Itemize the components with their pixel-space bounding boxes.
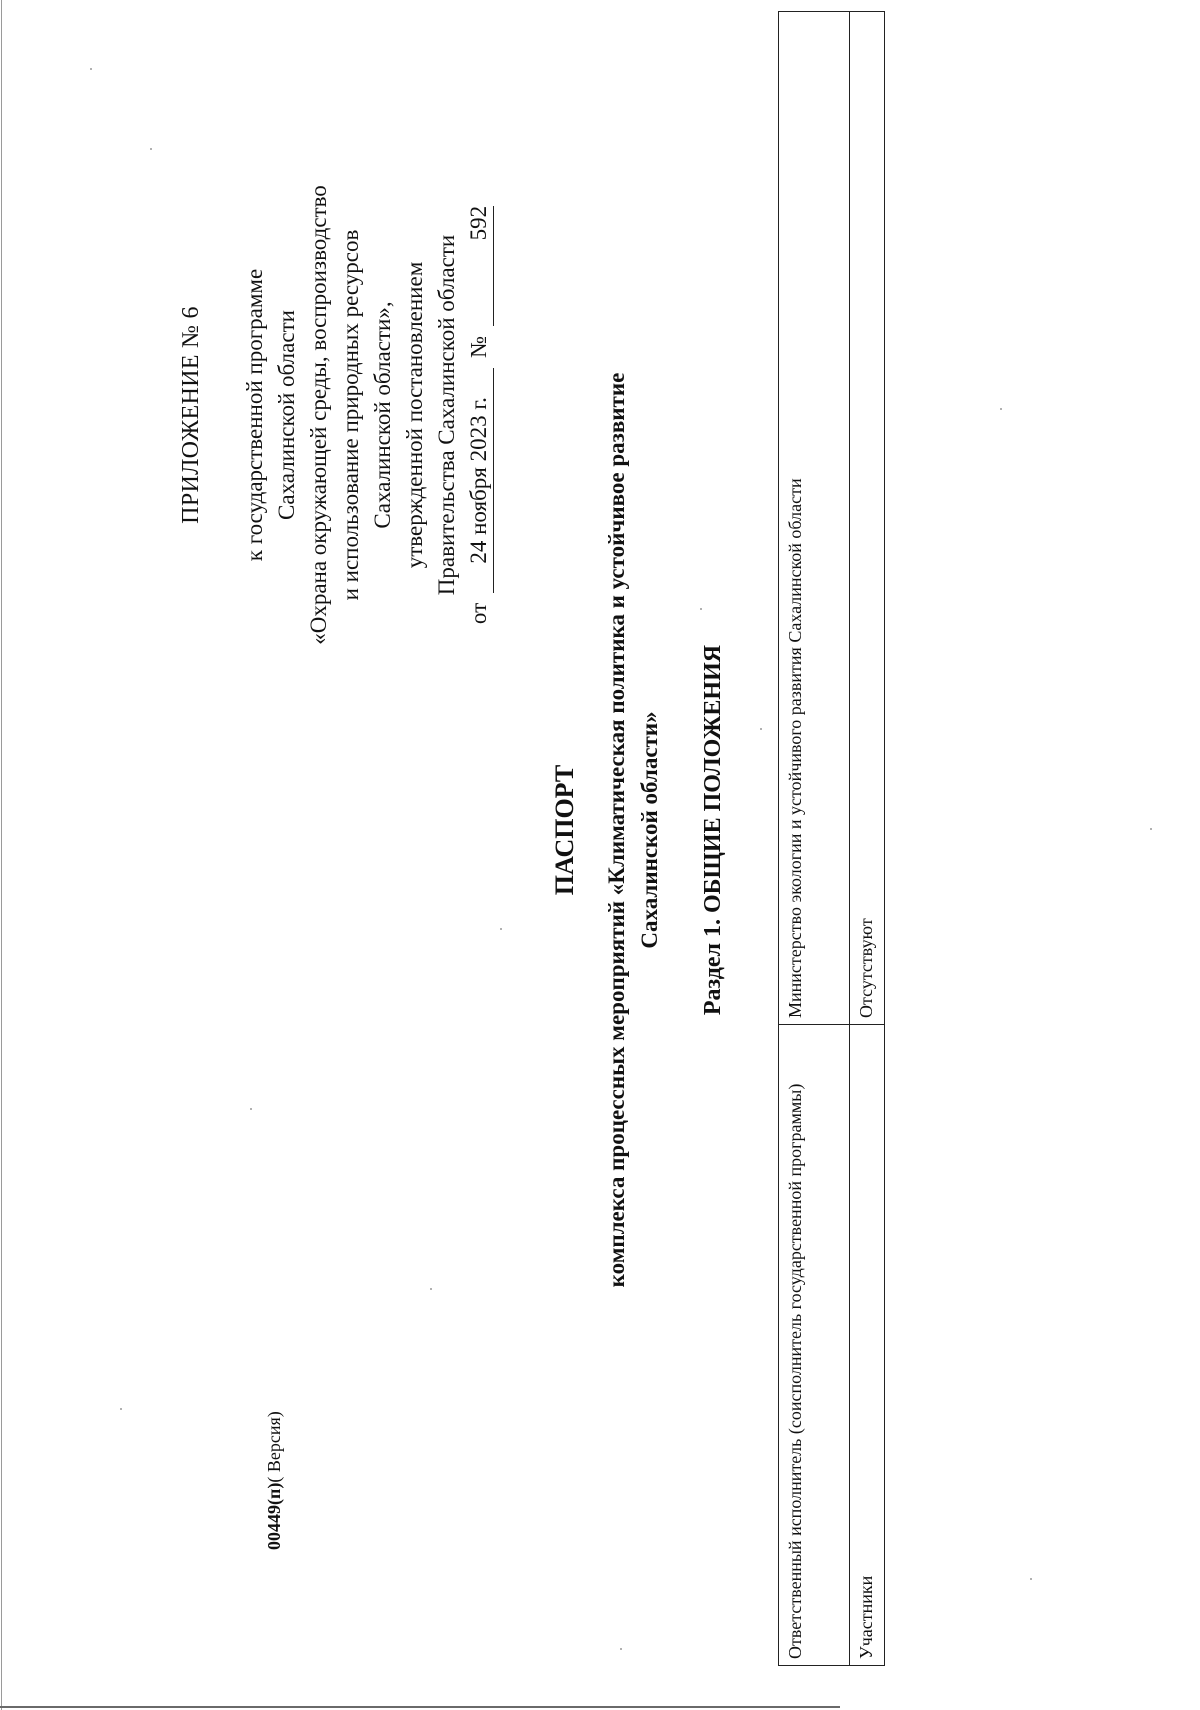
table-cell-value: Министерство экологии и устойчивого развития Сахалинской области — [779, 12, 850, 1025]
document-subtitle: Сахалинской области» — [637, 711, 662, 949]
document-code — [264, 1411, 285, 1550]
document-version: ( Версия) — [264, 1411, 284, 1483]
approval-number: 592 — [465, 206, 494, 326]
table-row — [779, 12, 850, 1666]
scan-speck — [1000, 408, 1002, 410]
approval-date-line — [463, 155, 495, 675]
scan-speck — [1030, 1578, 1032, 1580]
approval-block — [175, 155, 495, 675]
document-title: ПАСПОРТ — [550, 764, 579, 896]
document-subtitle: комплекса процессных мероприятий «Климатическая политика и устойчивое развитие — [604, 372, 629, 1288]
scan-speck — [760, 728, 762, 730]
table-cell-label: Ответственный исполнитель (соисполнитель государственной программы) — [779, 1025, 850, 1666]
date-prefix: от — [466, 602, 491, 625]
title-block — [548, 280, 730, 1380]
approval-line: Правительства Сахалинской области — [434, 234, 459, 596]
scan-speck — [250, 1108, 252, 1110]
document-code-number: 00449(п) — [264, 1482, 284, 1550]
scan-speck — [430, 1288, 432, 1290]
approval-line: Сахалинской области», — [370, 301, 395, 529]
scan-speck — [700, 608, 702, 610]
scan-speck — [150, 148, 152, 150]
table-row — [850, 12, 885, 1666]
approval-line: Сахалинской области — [274, 310, 299, 520]
approval-line: к государственной программе — [242, 268, 267, 562]
scan-speck — [500, 928, 502, 930]
scan-speck — [620, 1648, 622, 1650]
approval-line: и использование природных ресурсов — [338, 229, 363, 601]
scan-speck — [120, 1408, 122, 1410]
number-label: № — [466, 335, 491, 358]
approval-date: 24 ноября 2023 г. — [465, 368, 494, 593]
section-heading: Раздел 1. ОБЩИЕ ПОЛОЖЕНИЯ — [700, 644, 726, 1016]
scan-speck — [1150, 828, 1152, 830]
scan-speck — [90, 68, 92, 70]
table-cell-value: Отсутствуют — [850, 12, 885, 1025]
table-cell-label: Участники — [850, 1025, 885, 1666]
approval-line: утвержденной постановлением — [402, 261, 427, 569]
appendix-heading: ПРИЛОЖЕНИЕ № 6 — [178, 306, 204, 524]
approval-line: «Охрана окружающей среды, воспроизводство — [306, 185, 331, 645]
general-provisions-table — [778, 11, 885, 1666]
